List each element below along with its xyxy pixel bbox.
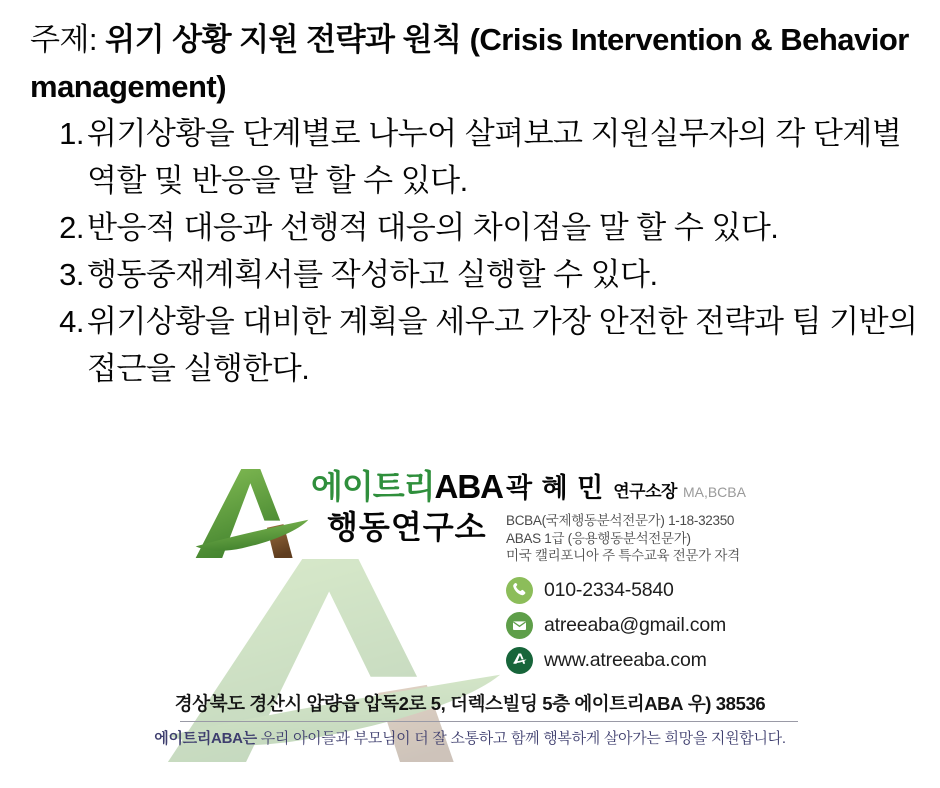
brand-name-green: 에이트리	[311, 468, 435, 505]
tagline-brand: 에이트리ABA는	[154, 730, 257, 747]
objective-number: 2.	[59, 210, 84, 245]
objective-number: 3.	[59, 257, 84, 292]
page-title-main: 위기 상황 지원 전략과 원칙 (Crisis Intervention & Behavior management)	[30, 22, 909, 104]
objectives-list	[30, 110, 924, 392]
page-title	[30, 16, 924, 110]
email-row	[506, 612, 726, 639]
email-address: atreeaba@gmail.com	[544, 614, 727, 636]
slide-body	[30, 16, 924, 392]
objective-item	[30, 298, 924, 392]
objective-text: 행동중재계획서를 작성하고 실행할 수 있다.	[87, 257, 658, 292]
phone-icon	[506, 577, 533, 604]
atree-globe-icon	[506, 647, 533, 674]
website-url: www.atreeaba.com	[544, 649, 707, 671]
objective-item	[30, 251, 924, 298]
objective-item	[30, 110, 924, 204]
director-role: 연구소장	[613, 482, 677, 501]
objective-number: 1.	[59, 116, 84, 151]
atree-a-icon	[194, 469, 310, 558]
cert-line: 미국 캘리포니아 주 특수교육 전문가 자격	[506, 548, 740, 563]
director-name-row	[506, 466, 746, 505]
objective-number: 4.	[59, 304, 84, 339]
address-brand: 에이트리ABA	[574, 693, 684, 714]
brand-name-black: ABA	[434, 468, 504, 505]
contact-block	[506, 577, 726, 682]
brand-name	[311, 470, 503, 503]
divider	[180, 721, 798, 722]
brand-block	[311, 470, 503, 543]
objective-text: 위기상황을 단계별로 나누어 살펴보고 지원실무자의 각 단계별 역할 및 반응을 말 할 수 있다.	[87, 116, 902, 198]
director-block	[506, 466, 746, 565]
phone-number: 010-2334-5840	[544, 579, 674, 601]
director-degree: MA,BCBA	[682, 484, 746, 500]
address-post: 우) 38536	[683, 693, 766, 714]
tagline-rest: 우리 아이들과 부모님이 더 잘 소통하고 함께 행복하게 살아가는 희망을 지원합니다.	[256, 730, 786, 747]
address-pre: 경상북도 경산시 압량읍 압독2로 5, 더렉스빌딩 5층	[174, 693, 575, 714]
objective-item	[30, 204, 924, 251]
cert-line: BCBA(국제행동분석전문가) 1-18-32350	[506, 513, 735, 528]
objective-text: 반응적 대응과 선행적 대응의 차이점을 말 할 수 있다.	[87, 210, 779, 245]
mail-icon	[506, 612, 533, 639]
objective-text: 위기상황을 대비한 계획을 세우고 가장 안전한 전략과 팀 기반의 접근을 실행한다.	[87, 304, 918, 386]
certifications	[506, 512, 746, 565]
director-name: 곽 혜 민	[506, 473, 605, 503]
tagline	[0, 727, 940, 748]
cert-line: ABAS 1급 (응용행동분석전문가)	[506, 530, 691, 546]
phone-row	[506, 577, 726, 604]
page-title-prefix: 주제:	[30, 22, 106, 57]
address-line	[0, 690, 940, 716]
website-row	[506, 647, 726, 674]
brand-subtitle: 행동연구소	[327, 509, 487, 545]
